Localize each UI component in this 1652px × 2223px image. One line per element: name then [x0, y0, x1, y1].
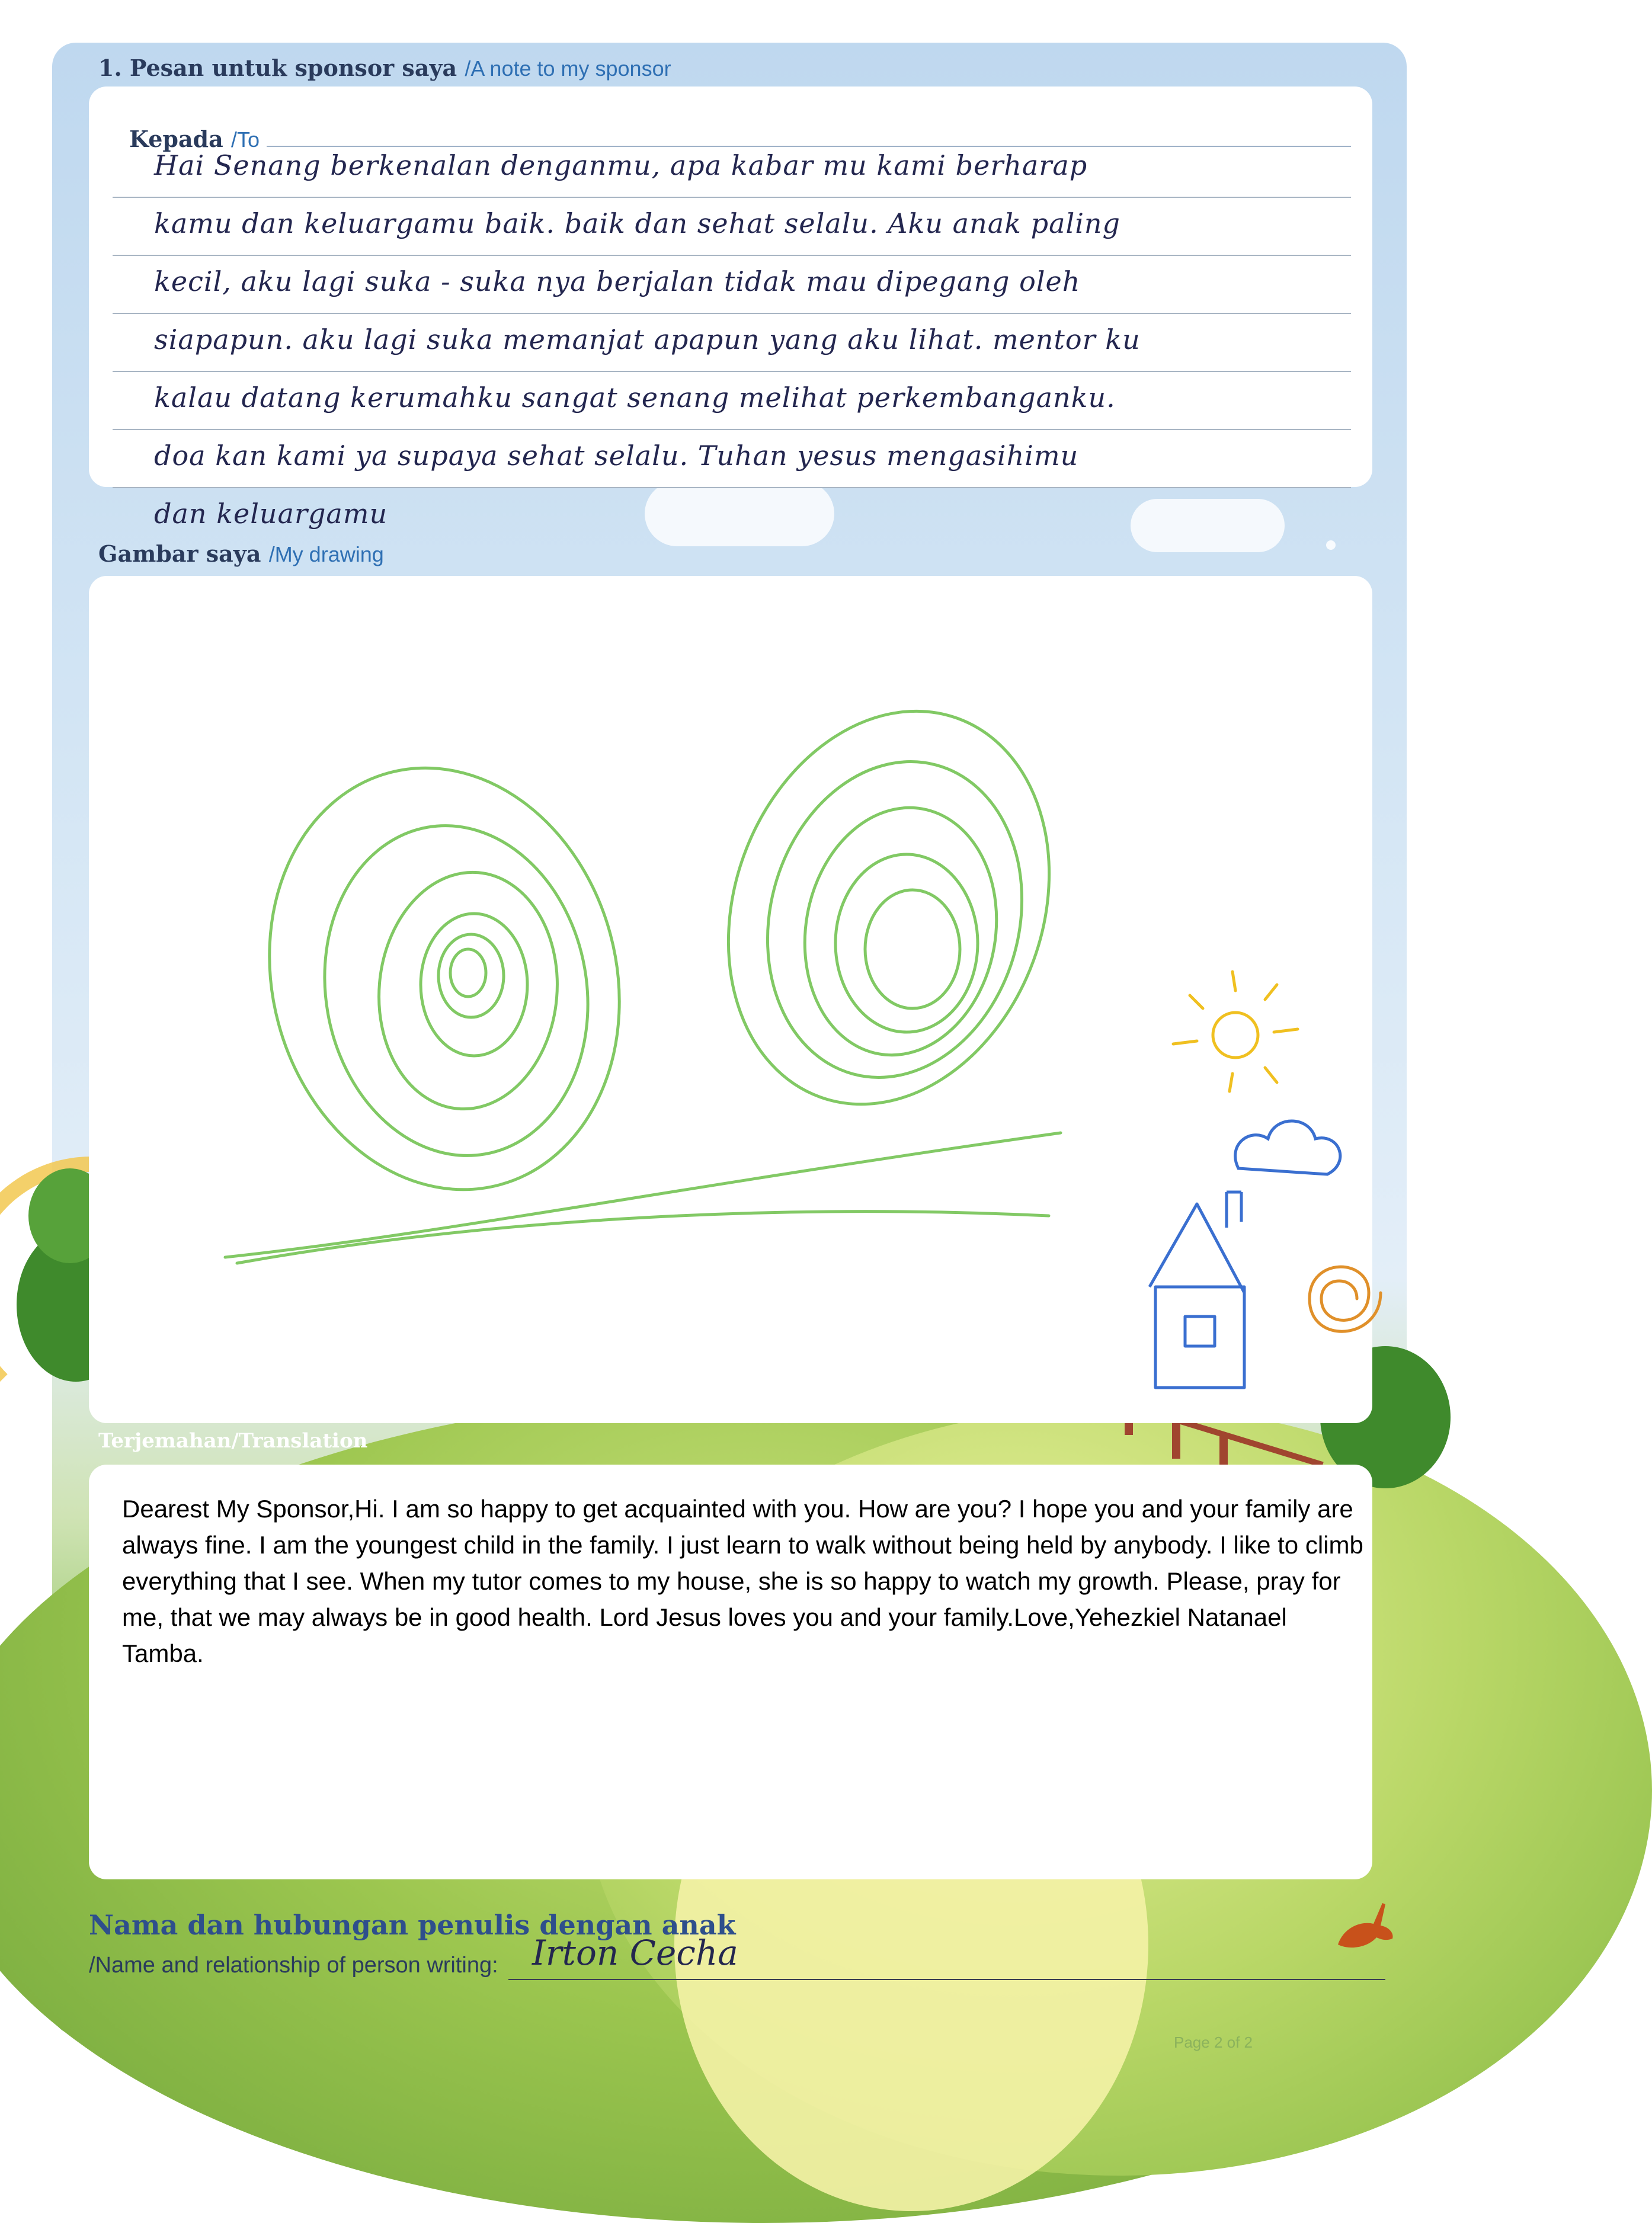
drawing-panel — [89, 576, 1372, 1423]
handwritten-line: kecil, aku lagi suka - suka nya berjalan tidak mau dipegang oleh — [154, 265, 1081, 297]
translation-text: Dearest My Sponsor,Hi. I am so happy to get acquainted with you. How are you? I hope you and your family are always fine. I am the youngest child in the family. I just learn to walk without being held by anybody. I like to climb everything that I see. When my tutor comes to my house, she is so happy to watch my growth. Please, pray for me, that we may always be in good health. Lord Jesus loves you and your family.Love,Yehezkiel Natanael Tamba. — [122, 1495, 1363, 1667]
spiral-sun-icon — [1310, 1267, 1381, 1331]
green-line-scribble — [225, 1133, 1061, 1263]
translation-heading: Terjemahan/Translation — [98, 1429, 368, 1453]
child-drawing — [89, 576, 1372, 1423]
house-icon — [1150, 1192, 1244, 1388]
section2-heading — [98, 540, 384, 567]
section2-heading-id: Gambar saya — [98, 540, 261, 567]
green-spiral-left — [223, 728, 666, 1229]
to-label-en: /To — [231, 127, 260, 152]
section1-heading — [98, 55, 671, 81]
section1-heading-id: 1. Pesan untuk sponsor saya — [98, 55, 457, 81]
signature-line — [508, 1979, 1385, 1980]
section1-heading-en: /A note to my sponsor — [465, 56, 671, 81]
green-spiral-right — [675, 666, 1102, 1150]
cloud-icon — [1235, 1121, 1340, 1174]
rabbit-icon — [1326, 1891, 1397, 1956]
to-label-id: Kepada — [129, 126, 223, 152]
page-number: Page 2 of 2 — [1174, 2033, 1253, 2051]
handwritten-line: kalau datang kerumahku sangat senang melihat perkembanganku. — [154, 382, 1116, 414]
form-background — [52, 43, 1407, 2051]
handwritten-line: siapapun. aku lagi suka memanjat apapun yang aku lihat. mentor ku — [154, 323, 1141, 355]
signature: Irton Cecha — [532, 1933, 738, 1973]
handwritten-line: doa kan kami ya supaya sehat selalu. Tuhan yesus mengasihimu — [154, 440, 1079, 472]
section2-heading-en: /My drawing — [268, 542, 384, 566]
handwritten-note — [154, 136, 1398, 543]
handwritten-line: kamu dan keluargamu baik. baik dan sehat selalu. Aku anak paling — [154, 207, 1120, 239]
writer-label-en: /Name and relationship of person writing: — [89, 1953, 498, 1978]
note-panel — [89, 87, 1372, 530]
sun-icon — [1173, 972, 1298, 1091]
handwritten-line: Hai Senang berkenalan denganmu, apa kabar mu kami berharap — [154, 149, 1088, 181]
writer-label-id: Nama dan hubungan penulis dengan anak — [89, 1909, 736, 1941]
handwritten-line: dan keluargamu — [154, 498, 388, 530]
